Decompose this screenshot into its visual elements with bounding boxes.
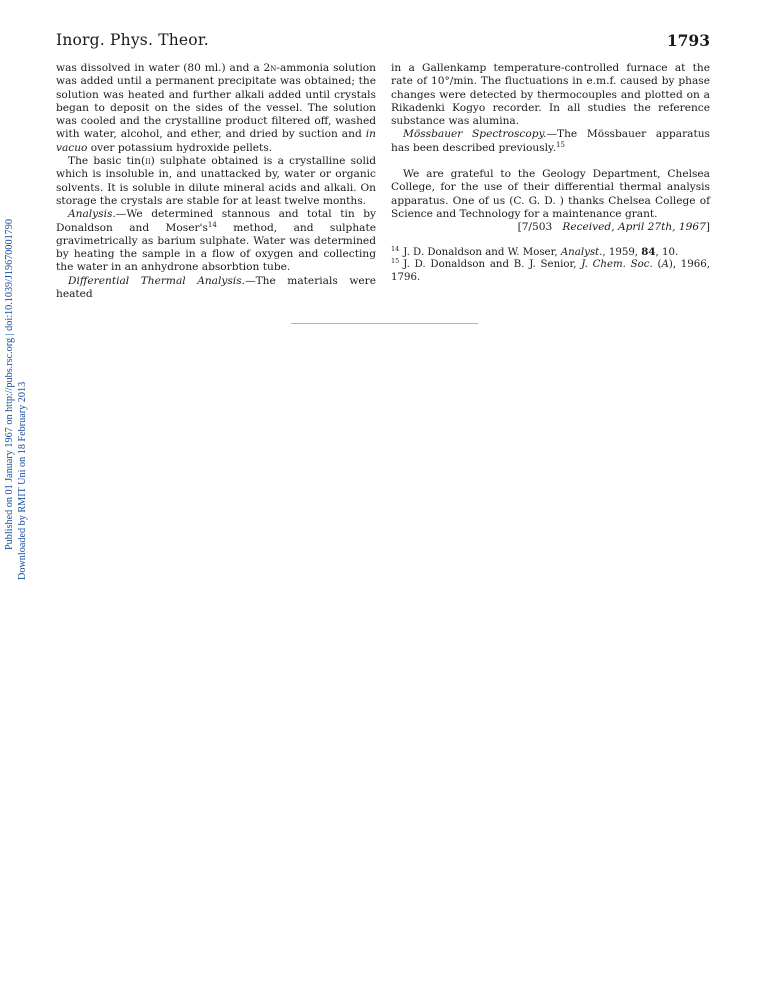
reference-number: 15: [391, 257, 400, 266]
text-run: —The materials were heated: [56, 274, 376, 301]
reference-item: [391, 259, 710, 285]
manuscript-code: [7/503: [517, 221, 553, 234]
reference-pages: , 10.: [655, 246, 679, 258]
section-heading: Mössbauer Spectroscopy.: [403, 128, 547, 141]
text-run: n: [270, 62, 277, 74]
paragraph-basic-sulphate: [56, 155, 376, 208]
text-run: —We determined stannous and total tin by Donaldson and Moser's: [56, 208, 376, 234]
paragraph-dta-continued: in a Gallenkamp temperature-controlled furnace at the rate of 10°/min. The fluctuations in e.m.f. caused by phase changes were detected by thermocouples and plotted on a Rikadenki Kogyo recorder. In all studies the reference substance was alumina.: [391, 62, 710, 128]
reference-authors: J. D. Donaldson and W. Moser,: [403, 246, 561, 258]
reference-year: , 1959,: [602, 246, 642, 258]
reference-marker[interactable]: 14: [207, 220, 217, 229]
right-column: [391, 62, 710, 285]
reference-rest: ), 1966, 1796.: [391, 259, 710, 284]
left-column: [56, 62, 376, 301]
text-run: -ammonia solution was added until a permanent precipitate was obtained; the solution was heated and further alkali added until crystals began to deposit on the sides of the vessel. The solution was cooled and the crystalline product filtered off, washed with water, alcohol, and ether, and dried by suction and: [56, 62, 376, 141]
text-run: The basic tin(: [68, 155, 146, 168]
paragraph-analysis: [56, 208, 376, 274]
text-run: ) sulphate obtained is a crystalline solid which is insoluble in, and unattacked by, water or organic solvents. It is soluble in dilute mineral acids and alkali. On storage the crystals are stable for at least twelve months.: [56, 155, 377, 207]
reference-list: [391, 246, 710, 285]
section-heading: Differential Thermal Analysis.: [68, 274, 246, 287]
received-text: Received, April 27th, 1967: [562, 221, 706, 234]
bracket: ]: [705, 221, 710, 234]
side-note-published[interactable]: Published on 01 January 1967 on http://pubs.rsc.org | doi:10.1039/J19670001790: [4, 219, 15, 550]
reference-series: A: [661, 259, 669, 271]
text-run: method, and sulphate gravimetrically as barium sulphate. Water was determined by heating the sample in a flow of oxygen and collecting the water in an anhydrone absorbtion tube.: [56, 221, 376, 274]
paragraph-dta: [56, 275, 376, 302]
text-run: was dissolved in water (80 ml.) and a 2: [56, 62, 271, 74]
reference-journal: Analyst.: [560, 246, 603, 258]
reference-journal: J. Chem. Soc.: [581, 259, 653, 271]
paragraph-mossbauer: [391, 128, 710, 155]
paragraph-preparation: [56, 62, 376, 155]
text-run: ii: [145, 155, 151, 168]
reference-series: (: [652, 259, 662, 271]
received-date: [391, 221, 710, 234]
reference-item: [391, 246, 710, 260]
text-run: in vacuo: [56, 128, 376, 154]
acknowledgement: We are grateful to the Geology Department, Chelsea College, for the use of their differential thermal analysis apparatus. One of us (C. G. D. ) thanks Chelsea College of Science and Technology for a maintenance grant.: [391, 168, 710, 220]
page-number: 1793: [666, 31, 710, 50]
section-heading: Analysis.: [68, 208, 116, 221]
reference-number: 14: [391, 244, 400, 253]
reference-authors: J. D. Donaldson and B. J. Senior,: [403, 259, 582, 271]
running-header-journal: Inorg. Phys. Theor.: [56, 31, 209, 49]
end-of-article-rule: [291, 323, 478, 324]
side-note-downloaded[interactable]: Downloaded by RMIT Uni on 18 February 2013: [17, 381, 28, 580]
text-run: over potassium hydroxide pellets.: [87, 141, 273, 154]
reference-marker[interactable]: 15: [555, 140, 565, 149]
reference-volume: 84: [641, 245, 656, 258]
text-run: —The Mössbauer apparatus has been described previously.: [391, 128, 710, 154]
